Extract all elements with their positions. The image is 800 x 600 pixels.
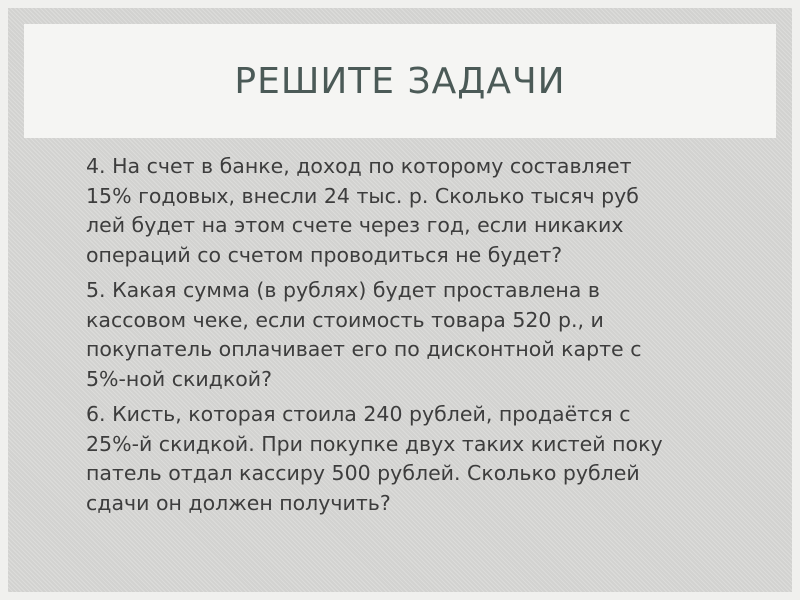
task-6: 6. Кисть, которая стоила 240 рублей, продаётся с 25%-й скидкой. При покупке двух таких кистей поку патель отдал кассиру 500 рублей. Сколько рублей сдачи он должен получить? — [86, 402, 663, 515]
task-4: 4. На счет в банке, доход по которому составляет 15% годовых, внесли 24 тыс. р. Сколько тысяч руб лей будет на этом счете через год, если никаких операций со счетом проводиться не будет? — [86, 154, 639, 267]
title-box — [24, 24, 776, 138]
slide-body — [86, 152, 726, 524]
task-5: 5. Какая сумма (в рублях) будет проставлена в кассовом чеке, если стоимость товара 520 р., и покупатель оплачивает его по дисконтной карте с 5%-ной скидкой? — [86, 278, 642, 391]
slide-title: РЕШИТЕ ЗАДАЧИ — [234, 60, 566, 102]
